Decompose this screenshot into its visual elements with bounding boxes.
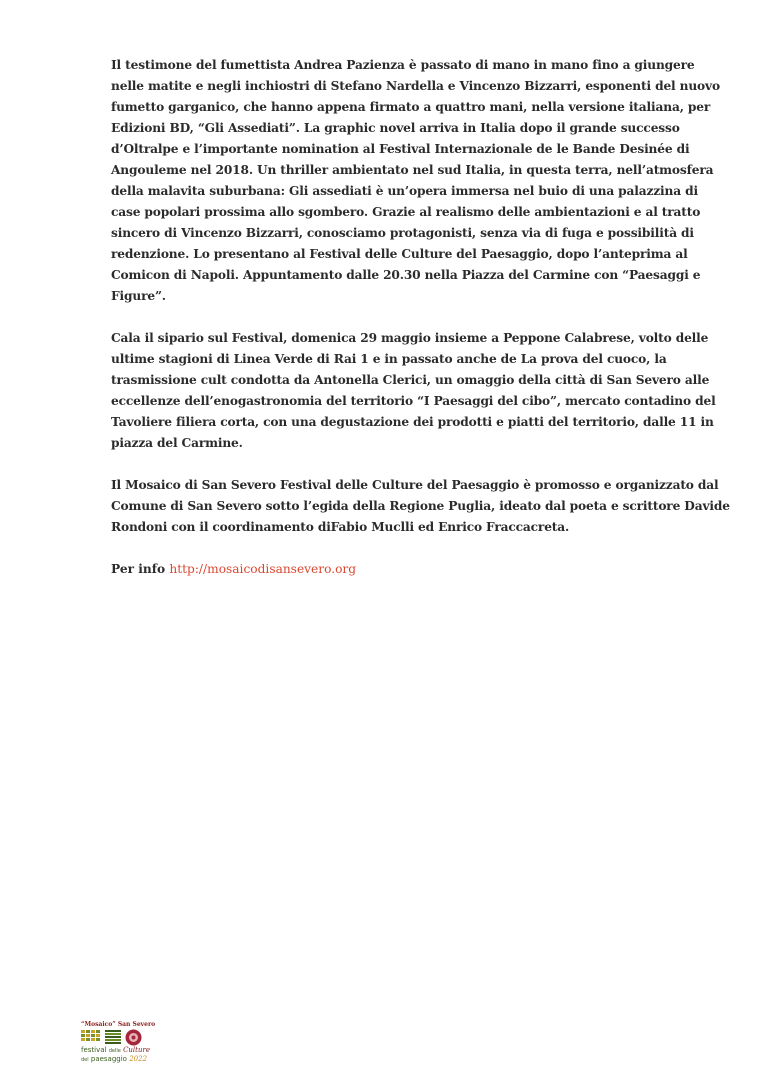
paragraph-2 <box>111 328 716 454</box>
logo-word-culture: Culture <box>123 1046 150 1054</box>
text-line: eccellenze dell’enogastronomia del territorio “I Paesaggi del cibo”, mercato contadino del <box>111 394 716 408</box>
logo-word-del: del <box>81 1057 89 1063</box>
emblem-icon <box>125 1029 142 1046</box>
text-line: trasmissione cult condotta da Antonella Clerici, un omaggio della città di San Severo alle <box>111 373 710 387</box>
paragraph-1 <box>111 55 720 307</box>
mosaic-tiles-icon <box>81 1030 103 1044</box>
text-line: Il Mosaico di San Severo Festival delle Culture del Paesaggio è promosso e organizzato dal <box>111 478 719 492</box>
logo-wordmark <box>81 1046 151 1064</box>
text-line: redenzione. Lo presentano al Festival delle Culture del Paesaggio, dopo l’anteprima al <box>111 247 688 261</box>
text-line: Edizioni BD, “Gli Assediati”. La graphic novel arriva in Italia dopo il grande successo <box>111 121 680 135</box>
logo-word-festival: festival <box>81 1046 107 1054</box>
logo-word-paesaggio: paesaggio <box>90 1055 127 1063</box>
landscape-stripes-icon <box>105 1030 121 1044</box>
text-line: Figure”. <box>111 289 166 303</box>
text-line: ultime stagioni di Linea Verde di Rai 1 e in passato anche de La prova del cuoco, la <box>111 352 667 366</box>
text-line: piazza del Carmine. <box>111 436 243 450</box>
text-line: Comune di San Severo sotto l’egida della Regione Puglia, ideato dal poeta e scrittore Davide <box>111 499 730 513</box>
text-line: d’Oltralpe e l’importante nomination al Festival Internazionale de le Bande Desinée di <box>111 142 690 156</box>
logo-year: 2022 <box>129 1055 148 1063</box>
text-line: sincero di Vincenzo Bizzarri, conosciamo protagonisti, senza via di fuga e possibilità di <box>111 226 694 240</box>
text-line: fumetto garganico, che hanno appena firmato a quattro mani, nella versione italiana, per <box>111 100 711 114</box>
info-label: Per info <box>111 562 166 576</box>
info-line <box>111 559 671 580</box>
text-line: Rondoni con il coordinamento diFabio Muclli ed Enrico Fraccacreta. <box>111 520 570 534</box>
website-link[interactable]: http://mosaicodisansevero.org <box>169 562 357 576</box>
text-line: Il testimone del fumettista Andrea Pazienza è passato di mano in mano fino a giungere <box>111 58 695 72</box>
logo-top-line: “Mosaico” San Severo <box>81 1021 156 1028</box>
text-line: Angouleme nel 2018. Un thriller ambientato nel sud Italia, in questa terra, nell’atmosfera <box>111 163 714 177</box>
text-line: della malavita suburbana: Gli assediati è un’opera immersa nel buio di una palazzina di <box>111 184 698 198</box>
text-line: Comicon di Napoli. Appuntamento dalle 20.30 nella Piazza del Carmine con “Paesaggi e <box>111 268 701 282</box>
text-line: case popolari prossima allo sgombero. Grazie al realismo delle ambientazioni e al tratto <box>111 205 701 219</box>
paragraph-3 <box>111 475 730 538</box>
document-body <box>111 55 730 580</box>
text-line: Cala il sipario sul Festival, domenica 29 maggio insieme a Peppone Calabrese, volto delle <box>111 331 709 345</box>
text-line: Tavoliere filiera corta, con una degustazione dei prodotti e piatti del territorio, dalle 11 in <box>111 415 714 429</box>
logo-word-delle: delle <box>108 1048 121 1054</box>
festival-logo <box>81 1021 156 1063</box>
text-line: nelle matite e negli inchiostri di Stefano Nardella e Vincenzo Bizzarri, esponenti del nuovo <box>111 79 720 93</box>
